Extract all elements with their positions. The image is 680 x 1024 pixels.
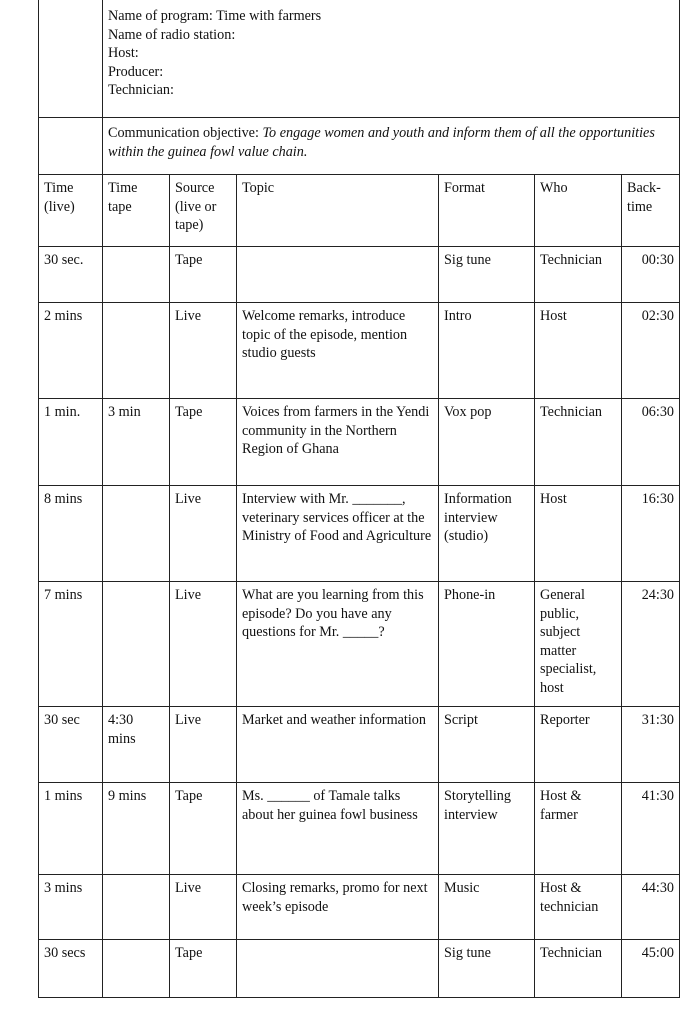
header-row xyxy=(39,175,680,247)
table-row xyxy=(39,940,680,998)
cell-time-live: 30 sec xyxy=(39,707,103,783)
objective-row xyxy=(39,118,680,175)
cell-who: Technician xyxy=(535,940,622,998)
cell-time-live: 30 sec. xyxy=(39,247,103,303)
cell-who: General public, subject matter specialist, host xyxy=(535,582,622,707)
cell-source: Tape xyxy=(170,783,237,875)
cell-topic xyxy=(237,940,439,998)
program-info-row xyxy=(39,0,680,118)
cell-time-live: 2 mins xyxy=(39,303,103,399)
cell-topic: Closing remarks, promo for next week’s episode xyxy=(237,875,439,940)
cell-time-tape xyxy=(103,247,170,303)
cell-who: Host & technician xyxy=(535,875,622,940)
cell-format: Phone-in xyxy=(439,582,535,707)
header-format: Format xyxy=(439,175,535,247)
cell-time-tape: 9 mins xyxy=(103,783,170,875)
cell-format: Storytelling interview xyxy=(439,783,535,875)
cell-back-time: 45:00 xyxy=(622,940,680,998)
producer-field: Producer: xyxy=(108,63,164,80)
cell-who: Technician xyxy=(535,399,622,486)
cell-format: Vox pop xyxy=(439,399,535,486)
cell-back-time: 06:30 xyxy=(622,399,680,486)
program-format-table xyxy=(38,0,680,998)
cell-format: Sig tune xyxy=(439,247,535,303)
cell-format: Sig tune xyxy=(439,940,535,998)
objective-text: To engage women and youth and inform them of all the opportunities within the guinea fowl value chain. xyxy=(108,125,655,160)
cell-time-live: 1 mins xyxy=(39,783,103,875)
cell-back-time: 16:30 xyxy=(622,486,680,582)
table-row xyxy=(39,303,680,399)
header-who: Who xyxy=(535,175,622,247)
cell-source: Live xyxy=(170,707,237,783)
technician-field: Technician: xyxy=(108,82,174,99)
cell-time-tape xyxy=(103,875,170,940)
cell-format: Music xyxy=(439,875,535,940)
cell-source: Live xyxy=(170,486,237,582)
table-row xyxy=(39,486,680,582)
cell-back-time: 44:30 xyxy=(622,875,680,940)
table-row xyxy=(39,247,680,303)
cell-topic: Market and weather information xyxy=(237,707,439,783)
cell-time-live: 30 secs xyxy=(39,940,103,998)
header-back-time: Back-time xyxy=(622,175,680,247)
blank-cell xyxy=(39,0,103,118)
table-row xyxy=(39,582,680,707)
cell-time-tape xyxy=(103,582,170,707)
table-row xyxy=(39,783,680,875)
radio-program-format-sheet xyxy=(38,0,678,1000)
header-time-tape: Time tape xyxy=(103,175,170,247)
cell-topic: Voices from farmers in the Yendi community in the Northern Region of Ghana xyxy=(237,399,439,486)
blank-cell xyxy=(39,118,103,175)
header-source: Source (live or tape) xyxy=(170,175,237,247)
cell-source: Tape xyxy=(170,399,237,486)
cell-format: Script xyxy=(439,707,535,783)
cell-time-live: 1 min. xyxy=(39,399,103,486)
cell-back-time: 02:30 xyxy=(622,303,680,399)
cell-time-live: 7 mins xyxy=(39,582,103,707)
cell-back-time: 24:30 xyxy=(622,582,680,707)
cell-time-tape xyxy=(103,940,170,998)
table-row xyxy=(39,707,680,783)
cell-time-tape: 4:30 mins xyxy=(103,707,170,783)
cell-time-live: 3 mins xyxy=(39,875,103,940)
cell-time-live: 8 mins xyxy=(39,486,103,582)
cell-back-time: 41:30 xyxy=(622,783,680,875)
cell-back-time: 31:30 xyxy=(622,707,680,783)
cell-who: Host xyxy=(535,486,622,582)
cell-source: Live xyxy=(170,582,237,707)
cell-source: Live xyxy=(170,875,237,940)
header-topic: Topic xyxy=(237,175,439,247)
cell-topic: Ms. ______ of Tamale talks about her guinea fowl business xyxy=(237,783,439,875)
program-name: Name of program: Time with farmers xyxy=(108,8,322,24)
header-time-live: Time (live) xyxy=(39,175,103,247)
host-field: Host: xyxy=(108,45,139,62)
cell-who: Reporter xyxy=(535,707,622,783)
objective-cell xyxy=(103,118,680,175)
table-row xyxy=(39,399,680,486)
cell-source: Live xyxy=(170,303,237,399)
cell-source: Tape xyxy=(170,940,237,998)
cell-format: Intro xyxy=(439,303,535,399)
radio-station: Name of radio station: xyxy=(108,26,236,43)
cell-who: Host & farmer xyxy=(535,783,622,875)
cell-who: Host xyxy=(535,303,622,399)
cell-time-tape xyxy=(103,486,170,582)
cell-topic xyxy=(237,247,439,303)
cell-back-time: 00:30 xyxy=(622,247,680,303)
cell-time-tape: 3 min xyxy=(103,399,170,486)
cell-topic: Interview with Mr. _______, veterinary services officer at the Ministry of Food and Agriculture xyxy=(237,486,439,582)
cell-source: Tape xyxy=(170,247,237,303)
program-info-cell xyxy=(103,0,680,118)
table-row xyxy=(39,875,680,940)
cell-time-tape xyxy=(103,303,170,399)
cell-who: Technician xyxy=(535,247,622,303)
cell-topic: Welcome remarks, introduce topic of the episode, mention studio guests xyxy=(237,303,439,399)
cell-topic: What are you learning from this episode? Do you have any questions for Mr. _____? xyxy=(237,582,439,707)
objective-label: Communication objective: xyxy=(108,125,263,141)
cell-format: Information interview (studio) xyxy=(439,486,535,582)
